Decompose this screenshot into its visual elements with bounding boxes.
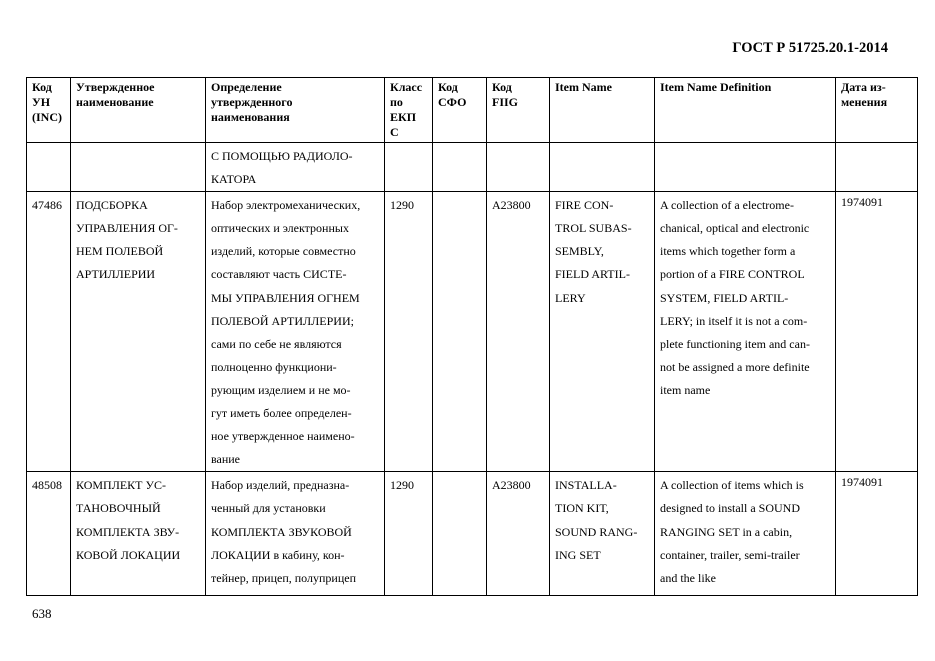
cell-line: and the like bbox=[660, 570, 716, 585]
column-header-line: наименования bbox=[211, 110, 290, 124]
cell-line: НЕМ ПОЛЕВОЙ bbox=[76, 244, 164, 259]
page-number: 638 bbox=[32, 606, 52, 621]
cell-line: FIELD ARTIL- bbox=[555, 267, 630, 282]
column-header-line: СФО bbox=[438, 95, 467, 109]
cell-sfo bbox=[433, 472, 487, 596]
column-header-line: утвержденного bbox=[211, 95, 293, 109]
cell-line: TROL SUBAS- bbox=[555, 221, 632, 236]
column-header-item-definition bbox=[655, 78, 836, 143]
cell-line: SOUND RANG- bbox=[555, 524, 638, 539]
table-row bbox=[27, 143, 918, 192]
column-header-line: Item Name bbox=[555, 80, 612, 94]
column-header-fiig bbox=[487, 78, 550, 143]
cell-fiig bbox=[487, 143, 550, 192]
cell-line: гут иметь более определен- bbox=[211, 406, 352, 421]
cell-line: КАТОРА bbox=[211, 172, 257, 187]
column-header-item-name bbox=[550, 78, 655, 143]
cell-value: 48508 bbox=[32, 478, 62, 493]
cell-line: КОМПЛЕКТ УС- bbox=[76, 478, 167, 493]
column-header-line: FIIG bbox=[492, 95, 519, 109]
cell-value: 1974091 bbox=[841, 195, 883, 210]
cell-inc bbox=[27, 472, 71, 596]
cell-line: КОМПЛЕКТА ЗВУКОВОЙ bbox=[211, 524, 352, 539]
cell-name bbox=[71, 472, 206, 596]
cell-line: МЫ УПРАВЛЕНИЯ ОГНЕМ bbox=[211, 290, 360, 305]
cell-line: not be assigned a more definite bbox=[660, 359, 810, 374]
column-header-line: ЕКП bbox=[390, 110, 417, 124]
column-header-line: Утвержденное bbox=[76, 80, 155, 94]
cell-item-definition bbox=[655, 143, 836, 192]
cell-value: A23800 bbox=[492, 198, 531, 213]
cell-line: КОВОЙ ЛОКАЦИИ bbox=[76, 547, 181, 562]
cell-line: ное утвержденное наимено- bbox=[211, 429, 355, 444]
cell-item-definition bbox=[655, 472, 836, 596]
column-header-line: наименование bbox=[76, 95, 154, 109]
cell-line: С ПОМОЩЬЮ РАДИОЛО- bbox=[211, 149, 353, 163]
cell-line: Набор электромеханических, bbox=[211, 198, 361, 213]
cell-line: ПОЛЕВОЙ АРТИЛЛЕРИИ; bbox=[211, 313, 354, 328]
cell-date bbox=[836, 143, 918, 192]
cell-item-name bbox=[550, 143, 655, 192]
cell-line: INSTALLA- bbox=[555, 478, 617, 493]
cell-line: LERY bbox=[555, 290, 586, 305]
cell-line: chanical, optical and electronic bbox=[660, 221, 810, 236]
column-header-line: С bbox=[390, 125, 399, 139]
column-header-line: Класс bbox=[390, 80, 423, 94]
cell-line: сами по себе не являются bbox=[211, 336, 342, 351]
document-title: ГОСТ Р 51725.20.1-2014 bbox=[732, 40, 888, 56]
column-header-class bbox=[385, 78, 433, 143]
column-header-name bbox=[71, 78, 206, 143]
cell-line: RANGING SET in a cabin, bbox=[660, 524, 793, 539]
cell-fiig bbox=[487, 472, 550, 596]
cell-item-name bbox=[550, 472, 655, 596]
cell-value: A23800 bbox=[492, 478, 531, 493]
cell-line: оптических и электронных bbox=[211, 221, 349, 236]
cell-line: SEMBLY, bbox=[555, 244, 604, 259]
cell-value: 1974091 bbox=[841, 475, 883, 490]
cell-class bbox=[385, 143, 433, 192]
cell-item-definition bbox=[655, 192, 836, 472]
cell-line: A collection of a electrome- bbox=[660, 198, 794, 213]
cell-inc bbox=[27, 143, 71, 192]
cell-sfo bbox=[433, 143, 487, 192]
column-header-line: Код bbox=[32, 80, 52, 94]
cell-line: plete functioning item and can- bbox=[660, 336, 810, 351]
cell-class bbox=[385, 192, 433, 472]
cell-inc bbox=[27, 192, 71, 472]
column-header-sfo bbox=[433, 78, 487, 143]
cell-line: LERY; in itself it is not a com- bbox=[660, 313, 808, 328]
cell-sfo bbox=[433, 192, 487, 472]
cell-definition bbox=[206, 472, 385, 596]
cell-line: составляют часть СИСТЕ- bbox=[211, 267, 347, 282]
cell-line: рующим изделием и не мо- bbox=[211, 382, 351, 397]
table-row bbox=[27, 192, 918, 472]
column-header-inc bbox=[27, 78, 71, 143]
column-header-line: Item Name Definition bbox=[660, 80, 772, 94]
cell-name bbox=[71, 192, 206, 472]
column-header-line: Определение bbox=[211, 80, 282, 94]
cell-line: ТАНОВОЧНЫЙ bbox=[76, 501, 161, 516]
column-header-line: (INC) bbox=[32, 110, 62, 124]
column-header-line: Дата из- bbox=[841, 80, 886, 94]
column-header-line: по bbox=[390, 95, 403, 109]
cell-name bbox=[71, 143, 206, 192]
cell-line: УПРАВЛЕНИЯ ОГ- bbox=[76, 221, 178, 236]
cell-definition bbox=[206, 192, 385, 472]
cell-line: portion of a FIRE CONTROL bbox=[660, 267, 805, 282]
cell-line: вание bbox=[211, 452, 241, 467]
cell-value: 47486 bbox=[32, 198, 62, 213]
cell-date bbox=[836, 192, 918, 472]
column-header-line: Код bbox=[438, 80, 458, 94]
cell-line: тейнер, прицеп, полуприцеп bbox=[211, 570, 357, 585]
cell-item-name bbox=[550, 192, 655, 472]
cell-line: item name bbox=[660, 382, 711, 397]
cell-fiig bbox=[487, 192, 550, 472]
cell-date bbox=[836, 472, 918, 596]
column-header-definition bbox=[206, 78, 385, 143]
cell-line: ЛОКАЦИИ в кабину, кон- bbox=[211, 547, 345, 562]
cell-line: КОМПЛЕКТА ЗВУ- bbox=[76, 524, 180, 539]
nomenclature-table bbox=[26, 77, 918, 596]
cell-line: SYSTEM, FIELD ARTIL- bbox=[660, 290, 789, 305]
cell-value: 1290 bbox=[390, 478, 414, 493]
cell-line: TION KIT, bbox=[555, 501, 609, 516]
column-header-line: менения bbox=[841, 95, 888, 109]
table-row bbox=[27, 472, 918, 596]
cell-line: designed to install a SOUND bbox=[660, 501, 800, 516]
cell-line: A collection of items which is bbox=[660, 478, 804, 493]
cell-value: 1290 bbox=[390, 198, 414, 213]
cell-class bbox=[385, 472, 433, 596]
cell-line: ING SET bbox=[555, 547, 601, 562]
cell-line: FIRE CON- bbox=[555, 198, 614, 213]
cell-line: изделий, которые совместно bbox=[211, 244, 356, 259]
cell-line: полноценно функциони- bbox=[211, 359, 337, 374]
cell-line: container, trailer, semi-trailer bbox=[660, 547, 800, 562]
column-header-line: УН bbox=[32, 95, 51, 109]
column-header-line: Код bbox=[492, 80, 512, 94]
cell-line: items which together form a bbox=[660, 244, 796, 259]
cell-line: АРТИЛЛЕРИИ bbox=[76, 267, 156, 282]
table-header-row bbox=[27, 78, 918, 143]
column-header-date bbox=[836, 78, 918, 143]
cell-line: Набор изделий, предназна- bbox=[211, 478, 350, 493]
cell-line: ПОДСБОРКА bbox=[76, 198, 148, 213]
cell-definition bbox=[206, 143, 385, 192]
cell-line: ченный для установки bbox=[211, 501, 326, 516]
